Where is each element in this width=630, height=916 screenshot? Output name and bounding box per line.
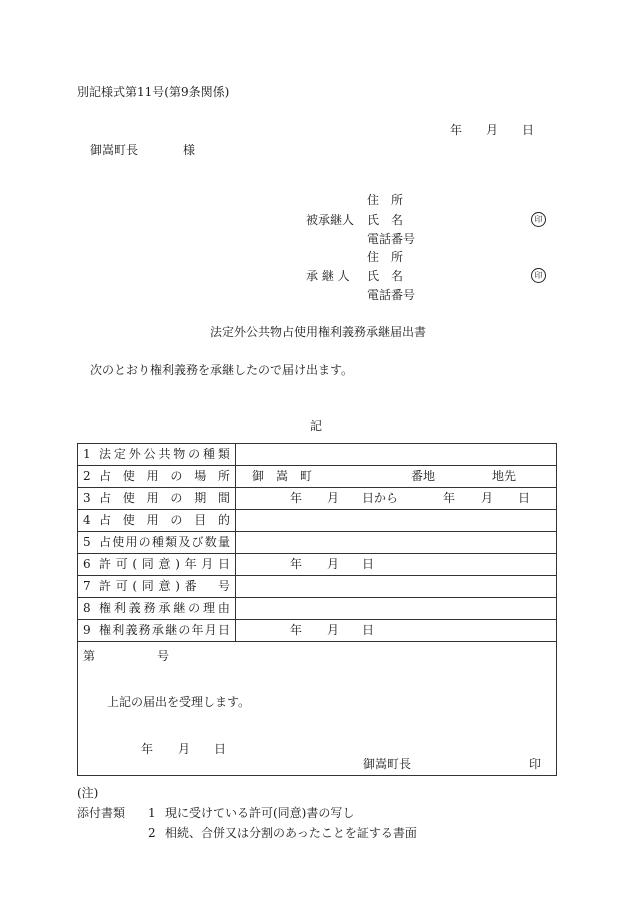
row-label: [99, 576, 235, 597]
label-char: ): [175, 557, 180, 571]
date-year: 年: [450, 123, 463, 137]
label-char: 権: [99, 601, 112, 615]
label-char: 使: [122, 513, 135, 527]
date-month: 月: [486, 123, 499, 137]
permit-year: 年: [290, 557, 303, 571]
label-char: の: [138, 535, 151, 549]
row-value-cell[interactable]: [236, 532, 556, 553]
row-value-cell[interactable]: [236, 444, 556, 465]
row-label-cell: [78, 576, 236, 597]
label-char: 用: [146, 491, 159, 505]
table-row: [78, 466, 556, 488]
row-label-cell: [78, 620, 236, 641]
label-char: 意: [158, 557, 171, 571]
label-char: 権: [99, 623, 112, 637]
label-char: 継: [173, 601, 186, 615]
row-label: [99, 444, 235, 465]
label-char: 義: [128, 601, 141, 615]
label-char: 意: [158, 579, 171, 593]
label-char: 年: [184, 557, 197, 571]
label-char: 及: [178, 535, 191, 549]
row-label: [99, 510, 235, 531]
attachment-text: 相続、合併又は分割のあったことを証する書面: [165, 826, 417, 840]
receipt-day: 日: [214, 742, 227, 756]
succession-month: 月: [327, 623, 340, 637]
label-char: 占: [99, 535, 112, 549]
succession-year: 年: [290, 623, 303, 637]
addressee-title: 御嵩町長: [90, 143, 139, 157]
label-char: 法: [99, 447, 112, 461]
period-end-year: 年: [443, 491, 456, 505]
label-char: の: [188, 447, 201, 461]
label-char: 定: [113, 447, 126, 461]
label-char: 物: [173, 447, 186, 461]
row-label-cell: [78, 488, 236, 509]
ki-label: 記: [310, 419, 323, 433]
label-char: 継: [165, 623, 178, 637]
label-char: の: [178, 623, 191, 637]
label-char: (: [132, 557, 138, 571]
label-char: 類: [165, 535, 178, 549]
location-banchi: 番地: [411, 469, 436, 483]
attachment-text: 現に受けている許可(同意)書の写し: [165, 806, 355, 820]
attachment-number: 1: [148, 806, 156, 820]
label-char: の: [170, 491, 183, 505]
predecessor-phone-label: 電話番号: [367, 232, 416, 246]
label-char: 日: [217, 623, 230, 637]
table-row: [78, 532, 556, 554]
label-char: 利: [112, 623, 125, 637]
label-char: 種: [203, 447, 216, 461]
label-char: 号: [217, 579, 230, 593]
label-char: 占: [99, 513, 112, 527]
table-row: [78, 510, 556, 532]
predecessor-address-label: 住 所: [367, 193, 404, 207]
document-title: 法定外公共物占使用権利義務承継届出書: [210, 325, 427, 339]
row-value-cell[interactable]: [236, 488, 556, 509]
table-row: [78, 554, 556, 576]
row-number: 2: [83, 469, 91, 483]
row-value-cell[interactable]: [236, 466, 556, 487]
label-char: 使: [122, 469, 135, 483]
row-value-cell[interactable]: [236, 598, 556, 619]
label-char: 年: [191, 623, 204, 637]
row-number: 8: [83, 601, 91, 615]
row-label-cell: [78, 598, 236, 619]
label-char: 量: [217, 535, 230, 549]
row-value-cell[interactable]: [236, 576, 556, 597]
row-label-cell: [78, 510, 236, 531]
date-day: 日: [522, 123, 535, 137]
period-start-year: 年: [290, 491, 303, 505]
location-town: 御 嵩 町: [252, 469, 313, 483]
row-number: 3: [83, 491, 91, 505]
location-chisaki: 地先: [492, 469, 517, 483]
label-char: 同: [141, 557, 154, 571]
permit-day: 日: [362, 557, 375, 571]
label-char: (: [132, 579, 138, 593]
label-char: の: [170, 469, 183, 483]
label-char: 共: [158, 447, 171, 461]
row-value-cell[interactable]: [236, 620, 556, 641]
label-char: 義: [125, 623, 138, 637]
row-number: 5: [83, 535, 91, 549]
label-char: 許: [99, 557, 112, 571]
label-char: 承: [158, 601, 171, 615]
label-char: ): [175, 579, 180, 593]
table-row: [78, 598, 556, 620]
label-char: 所: [217, 469, 230, 483]
label-char: 使: [122, 491, 135, 505]
label-char: 理: [203, 601, 216, 615]
label-char: 月: [204, 623, 217, 637]
label-char: 期: [194, 491, 207, 505]
form-number: 別記様式第11号(第9条関係): [77, 85, 230, 99]
intro-text: 次のとおり権利義務を承継したので届け出ます。: [90, 363, 354, 377]
label-char: び: [191, 535, 204, 549]
label-char: 用: [125, 535, 138, 549]
row-label: [99, 488, 235, 509]
label-char: 可: [115, 579, 128, 593]
addressee-honorific: 様: [183, 143, 196, 157]
label-char: 間: [217, 491, 230, 505]
table-row: [78, 488, 556, 510]
label-char: 務: [138, 623, 151, 637]
successor-address-label: 住 所: [367, 250, 404, 264]
predecessor-name-label: 氏 名: [367, 213, 404, 227]
label-char: 場: [194, 469, 207, 483]
row-label: [99, 620, 235, 641]
notes-heading: (注): [77, 786, 99, 800]
successor-role: 承 継 人: [306, 269, 350, 283]
label-char: 類: [217, 447, 230, 461]
label-char: 外: [128, 447, 141, 461]
notification-table: [77, 443, 557, 776]
row-label-cell: [78, 444, 236, 465]
period-start-month: 月: [327, 491, 340, 505]
label-char: 占: [99, 491, 112, 505]
label-char: 種: [151, 535, 164, 549]
receipt-year: 年: [141, 742, 154, 756]
label-char: 用: [146, 469, 159, 483]
row-label-cell: [78, 554, 236, 575]
row-number: 4: [83, 513, 91, 527]
row-value-cell[interactable]: [236, 510, 556, 531]
permit-month: 月: [327, 557, 340, 571]
table-row: [78, 620, 556, 642]
label-char: 使: [112, 535, 125, 549]
table-row: [78, 576, 556, 598]
receipt-text: 上記の届出を受理します。: [107, 695, 251, 709]
label-char: の: [170, 513, 183, 527]
receipt-month: 月: [178, 742, 191, 756]
label-char: 承: [151, 623, 164, 637]
row-number: 9: [83, 623, 91, 637]
label-char: 可: [115, 557, 128, 571]
receipt-dai: 第: [83, 649, 96, 663]
table-row: [78, 444, 556, 466]
row-number: 1: [83, 447, 91, 461]
row-number: 7: [83, 579, 91, 593]
attachments-label: 添付書類: [77, 806, 126, 820]
successor-phone-label: 電話番号: [367, 288, 416, 302]
label-char: 目: [194, 513, 207, 527]
successor-seal-icon: 印: [531, 268, 546, 283]
period-end-month: 月: [481, 491, 494, 505]
predecessor-seal-icon: 印: [531, 212, 546, 227]
receipt-seal: 印: [529, 757, 542, 771]
row-label: [99, 532, 235, 553]
label-char: 日: [217, 557, 230, 571]
row-label-cell: [78, 532, 236, 553]
label-char: 月: [201, 557, 214, 571]
period-start-day: 日から: [362, 491, 399, 505]
receipt-go: 号: [157, 649, 170, 663]
label-char: 務: [143, 601, 156, 615]
label-char: 利: [113, 601, 126, 615]
label-char: 番: [184, 579, 197, 593]
label-char: 数: [204, 535, 217, 549]
label-char: 占: [99, 469, 112, 483]
successor-name-label: 氏 名: [367, 269, 404, 283]
row-label: [99, 466, 235, 487]
label-char: 同: [141, 579, 154, 593]
receipt-section: [78, 642, 556, 775]
receipt-mayor: 御嵩町長: [363, 757, 412, 771]
row-label: [99, 598, 235, 619]
label-char: 用: [146, 513, 159, 527]
row-label: [99, 554, 235, 575]
label-char: [201, 576, 213, 597]
predecessor-role: 被承継人: [306, 213, 355, 227]
label-char: 的: [217, 513, 230, 527]
label-char: 由: [217, 601, 230, 615]
period-end-day: 日: [518, 491, 531, 505]
row-label-cell: [78, 466, 236, 487]
attachment-number: 2: [148, 826, 156, 840]
label-char: 公: [143, 447, 156, 461]
succession-day: 日: [362, 623, 375, 637]
label-char: 許: [99, 579, 112, 593]
label-char: の: [188, 601, 201, 615]
row-number: 6: [83, 557, 91, 571]
row-value-cell[interactable]: [236, 554, 556, 575]
